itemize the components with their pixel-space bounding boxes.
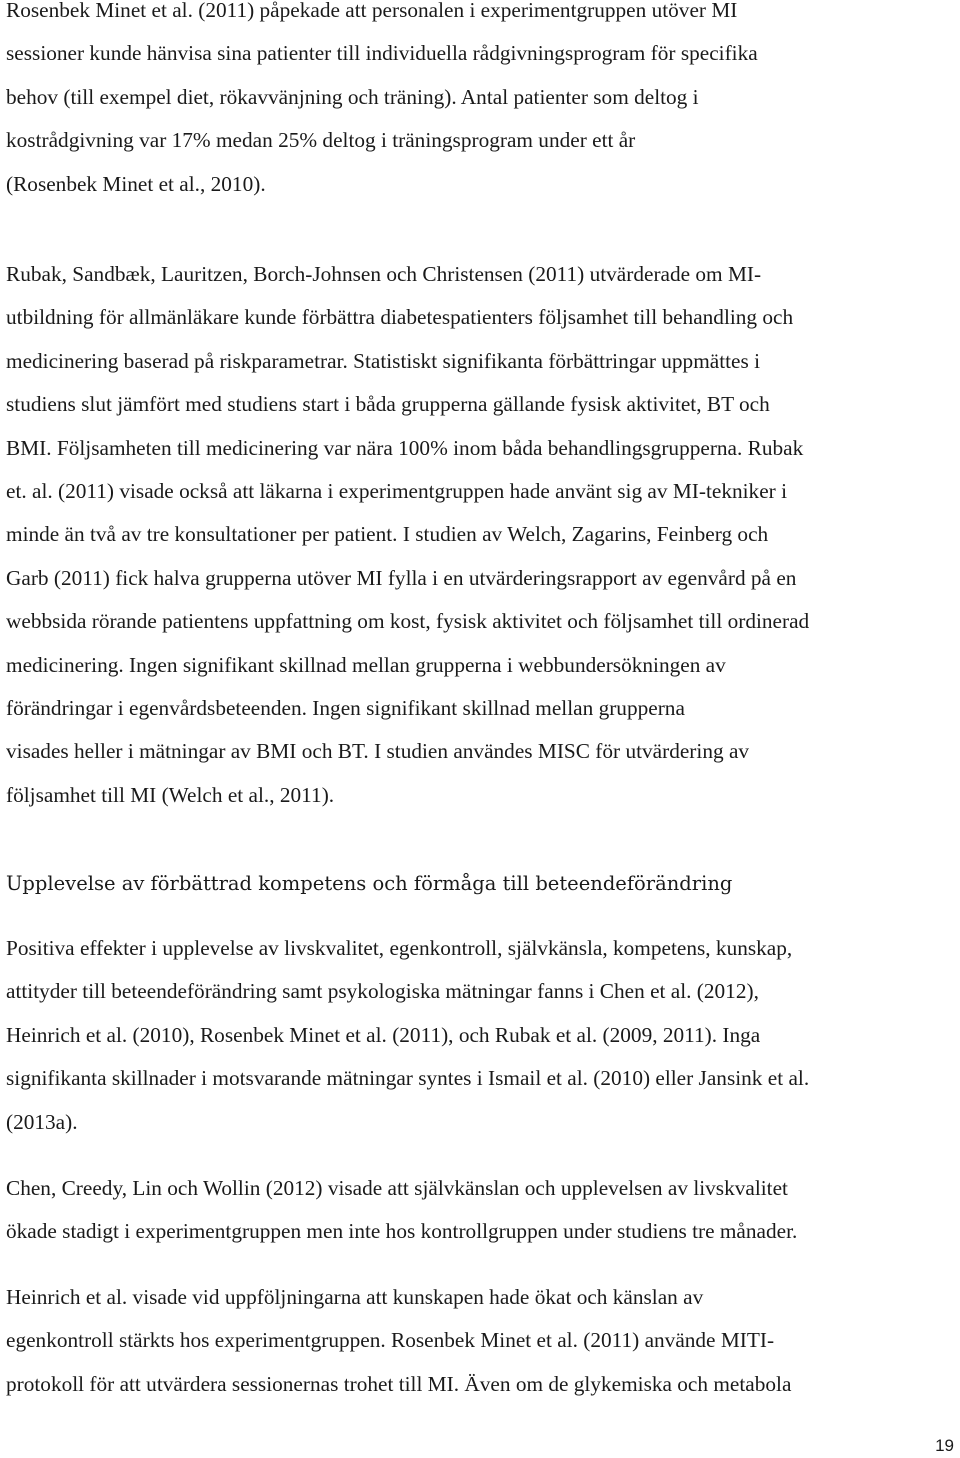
text-line: attityder till beteendeförändring samt psykologiska mätningar fanns i Chen et al. (2012),	[6, 979, 759, 1004]
text-line: medicinering. Ingen signifikant skillnad mellan grupperna i webbundersökningen av	[6, 652, 726, 677]
text-line: visades heller i mätningar av BMI och BT. I studien användes MISC för utvärdering av	[6, 739, 750, 764]
text-line: Rubak, Sandbæk, Lauritzen, Borch-Johnsen och Christensen (2011) utvärderade om MI-	[6, 262, 762, 286]
text-line: BMI. Följsamheten till medicinering var nära 100% inom båda behandlingsgrupperna. Rubak	[6, 435, 804, 460]
text-line: (2013a).	[6, 1109, 78, 1134]
text-line: följsamhet till MI (Welch et al., 2011).	[6, 782, 335, 807]
paragraph-heinrich	[6, 1276, 958, 1406]
text-line: medicinering baserad på riskparametrar. Statistiskt signifikanta förbättringar uppmättes i	[6, 348, 761, 373]
section-heading-text: Upplevelse av förbättrad kompetens och förmåga till beteendeförändring	[6, 872, 733, 895]
text-line: utbildning för allmänläkare kunde förbättra diabetespatienters följsamhet till behandling och	[6, 305, 794, 330]
paragraph-rubak-welch	[6, 253, 958, 817]
text-line: egenkontroll stärkts hos experimentgruppen. Rosenbek Minet et al. (2011) använde MITI-	[6, 1328, 775, 1353]
text-line: protokoll för att utvärdera sessionernas trohet till MI. Även om de glykemiska och metabola	[6, 1371, 792, 1396]
text-line: signifikanta skillnader i motsvarande mätningar syntes i Ismail et al. (2010) eller Jansink et al.	[6, 1066, 810, 1091]
text-line: förändringar i egenvårdsbeteenden. Ingen signifikant skillnad mellan grupperna	[6, 695, 685, 720]
text-line: kostrådgivning var 17% medan 25% deltog i träningsprogram under ett år	[6, 128, 636, 153]
text-line: behov (till exempel diet, rökavvänjning och träning). Antal patienter som deltog i	[6, 84, 699, 109]
text-line: webbsida rörande patientens uppfattning om kost, fysisk aktivitet och följsamhet till ordinerad	[6, 609, 810, 634]
page-number: 19	[935, 1436, 954, 1455]
text-line: Garb (2011) fick halva grupperna utöver MI fylla i en utvärderingsrapport av egenvård på en	[6, 565, 797, 590]
text-line: minde än två av tre konsultationer per patient. I studien av Welch, Zagarins, Feinberg och	[6, 522, 769, 547]
paragraph-positive-effects	[6, 927, 958, 1144]
text-line: studiens slut jämfört med studiens start i båda grupperna gällande fysisk aktivitet, BT och	[6, 392, 770, 417]
text-line: Heinrich et al. (2010), Rosenbek Minet et al. (2011), och Rubak et al. (2009, 2011). Inga	[6, 1022, 761, 1047]
text-line: et. al. (2011) visade också att läkarna i experimentgruppen hade använt sig av MI-tekniker i	[6, 478, 787, 503]
text-line: ökade stadigt i experimentgruppen men inte hos kontrollgruppen under studiens tre månader.	[6, 1219, 798, 1244]
text-line: Heinrich et al. visade vid uppföljningarna att kunskapen hade ökat och känslan av	[6, 1285, 704, 1309]
paragraph-rosenbek-referral	[6, 0, 958, 206]
text-line: sessioner kunde hänvisa sina patienter till individuella rådgivningsprogram för specifika	[6, 41, 758, 66]
text-line: (Rosenbek Minet et al., 2010).	[6, 171, 266, 196]
section-heading	[6, 862, 958, 905]
text-line: Chen, Creedy, Lin och Wollin (2012) visade att självkänslan och upplevelsen av livskvalitet	[6, 1176, 788, 1200]
text-line: Positiva effekter i upplevelse av livskvalitet, egenkontroll, självkänsla, kompetens, kunskap,	[6, 936, 793, 960]
paragraph-chen	[6, 1167, 958, 1254]
text-line: Rosenbek Minet et al. (2011) påpekade att personalen i experimentgruppen utöver MI	[6, 0, 738, 22]
